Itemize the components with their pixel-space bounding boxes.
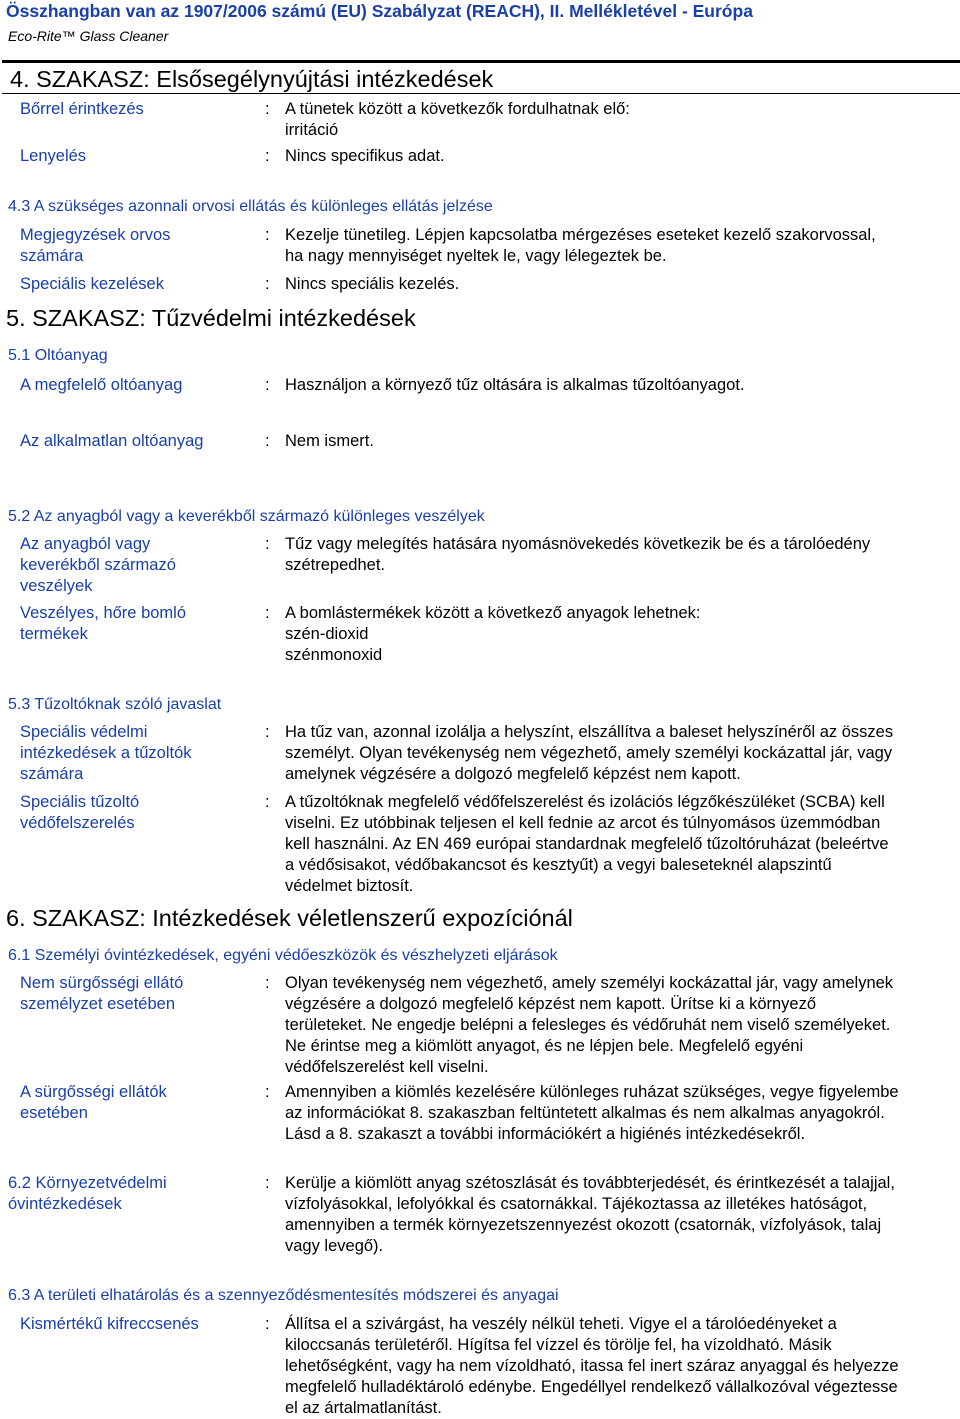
emergency-responders-label: A sürgősségi ellátók esetében: [20, 1083, 167, 1122]
small-spill-label: Kismértékű kifreccsenés: [20, 1315, 199, 1333]
special-treatments-label: Speciális kezelések: [20, 275, 164, 293]
subsection-5-1-heading: 5.1 Oltóanyag: [8, 347, 108, 364]
subsection-6-3-heading: 6.3 A területi elhatárolás és a szennyeződésmentesítés módszerei és anyagai: [8, 1287, 559, 1304]
colon: :: [265, 1174, 270, 1192]
specific-hazards-value: Tűz vagy melegítés hatására nyomásnövekedés következik be és a tárolóedény szétrepedhet.: [285, 535, 871, 574]
skin-contact-label: Bőrrel érintkezés: [20, 100, 144, 118]
emergency-responders-value: Amennyiben a kiömlés kezelésére különleges ruházat szükséges, vegye figyelembe az információkat 8. szakaszban feltüntetett alkalmas és nem alkalmas anyagokról. Lásd a 8. szakaszt a további információkért a higiénés intézkedésekről.: [285, 1083, 899, 1143]
non-emergency-personnel-value: Olyan tevékenység nem végezhető, amely személyi kockázattal jár, vagy amelynek végzésére a dolgozó megfelelő képzést nem kapott. Ürítse ki a környező területeket. Ne engedje belépni a felesleges és védőruhát nem viselő személyeket. Ne érintse meg a kiömlött anyagot, és ne lépjen bele. Megfelelő egyéni védőfelszerelést kell viselni.: [285, 974, 894, 1076]
colon: :: [265, 1315, 270, 1333]
colon: :: [265, 535, 270, 553]
colon: :: [265, 432, 270, 450]
document-header-regulation: Összhangban van az 1907/2006 számú (EU) Szabályzat (REACH), II. Mellékletével - Európa: [0, 0, 960, 24]
unsuitable-media-label: Az alkalmatlan oltóanyag: [20, 432, 204, 450]
subsection-5-3-heading: 5.3 Tűzoltóknak szóló javaslat: [8, 696, 222, 713]
firefighter-equipment-value: A tűzoltóknak megfelelő védőfelszerelést és izolációs légzőkészüléket (SCBA) kell viselni. Ez utóbbinak teljesen el kell fednie az arcot és túlnyomásos üzemmódban kell használni. Az EN 469 európai standardnak megfelelő tűzoltóruházat (beleértve a védősisakot, védőbakancsot és kesztyűt) a vegyi baleseteknél alapszintű védelmet biztosít.: [285, 793, 889, 895]
colon: :: [265, 723, 270, 741]
colon: :: [265, 604, 270, 622]
colon: :: [265, 100, 270, 118]
subsection-6-1-heading: 6.1 Személyi óvintézkedések, egyéni védőeszközök és vészhelyzeti eljárások: [8, 947, 558, 964]
colon: :: [265, 376, 270, 394]
notes-to-physician-label: Megjegyzések orvos számára: [20, 226, 171, 265]
section-4-heading: 4. SZAKASZ: Elsősegélynyújtási intézkedések: [2, 60, 960, 94]
colon: :: [265, 793, 270, 811]
notes-to-physician-value: Kezelje tünetileg. Lépjen kapcsolatba mérgezéses eseteket kezelő szakorvossal, ha nagy mennyiséget nyeltek le, vagy lélegeztek be.: [285, 226, 876, 265]
environmental-precautions-label: 6.2 Környezetvédelmi óvintézkedések: [8, 1174, 167, 1213]
ingestion-label: Lenyelés: [20, 147, 87, 165]
subsection-5-2-heading: 5.2 Az anyagból vagy a keverékből származó különleges veszélyek: [8, 508, 485, 525]
ingestion-value: Nincs specifikus adat.: [285, 147, 445, 165]
firefighter-actions-label: Speciális védelmi intézkedések a tűzoltók számára: [20, 723, 192, 783]
decomposition-products-value: A bomlástermékek között a következő anyagok lehetnek: szén-dioxid szénmonoxid: [285, 604, 701, 664]
colon: :: [265, 1083, 270, 1101]
section-6-heading: 6. SZAKASZ: Intézkedések véletlenszerű expozíciónál: [6, 905, 573, 931]
product-name: Eco-Rite™ Glass Cleaner: [0, 24, 960, 48]
colon: :: [265, 226, 270, 244]
suitable-media-label: A megfelelő oltóanyag: [20, 376, 183, 394]
colon: :: [265, 147, 270, 165]
unsuitable-media-value: Nem ismert.: [285, 432, 374, 450]
decomposition-products-label: Veszélyes, hőre bomló termékek: [20, 604, 187, 643]
small-spill-value: Állítsa el a szivárgást, ha veszély nélkül teheti. Vigye el a tárolóedényeket a kiloccsanás területéről. Hígítsa fel vízzel és törölje fel, ha vízoldható. Másik lehetőségként, vagy ha nem vízoldható, itassa fel inert száraz anyaggal és helyezze megfelelő hulladéktároló edénybe. Engedéllyel rendelkező vállalkozóval végeztesse el az ártalmatlanítást.: [285, 1315, 899, 1417]
special-treatments-value: Nincs speciális kezelés.: [285, 275, 460, 293]
environmental-precautions-value: Kerülje a kiömlött anyag szétoszlását és továbbterjedését, és érintkezését a talajjal, vízfolyásokkal, lefolyókkal és csatornákkal. Tájékoztassa az illetékes hatóságot, amennyiben a termék környezetszennyezést okozott (csatornák, vízfolyások, talaj vagy levegő).: [285, 1174, 895, 1255]
colon: :: [265, 275, 270, 293]
section-5-heading: 5. SZAKASZ: Tűzvédelmi intézkedések: [6, 305, 416, 331]
specific-hazards-label: Az anyagból vagy keverékből származó veszélyek: [20, 535, 176, 595]
non-emergency-personnel-label: Nem sürgősségi ellátó személyzet esetében: [20, 974, 184, 1013]
skin-contact-value: A tünetek között a következők fordulhatnak elő: irritáció: [285, 100, 630, 139]
subsection-4-3-heading: 4.3 A szükséges azonnali orvosi ellátás és különleges ellátás jelzése: [8, 198, 493, 215]
suitable-media-value: Használjon a környező tűz oltására is alkalmas tűzoltóanyagot.: [285, 376, 745, 394]
firefighter-actions-value: Ha tűz van, azonnal izolálja a helyszínt, elszállítva a baleset helyszínéről az összes személyt. Olyan tevékenység nem végezhető, amely személyi kockázattal jár, vagy amelynek végzésére a dolgozó megfelelő képzést nem kapott.: [285, 723, 894, 783]
colon: :: [265, 974, 270, 992]
firefighter-equipment-label: Speciális tűzoltó védőfelszerelés: [20, 793, 140, 832]
